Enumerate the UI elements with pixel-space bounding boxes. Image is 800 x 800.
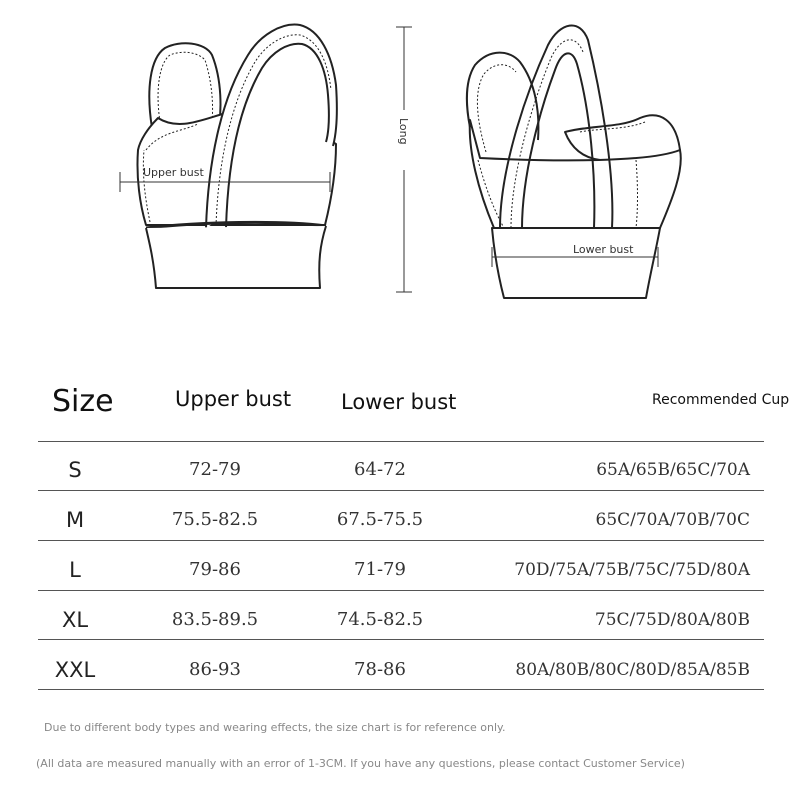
cell-upper-bust: 75.5-82.5: [171, 509, 259, 530]
cell-recommended-cup: 65A/65B/65C/70A: [596, 460, 750, 480]
table-row: [0, 645, 800, 695]
long-label: Long: [397, 118, 410, 145]
table-divider: [38, 441, 764, 442]
header-lower-bust: Lower bust: [341, 390, 457, 414]
cell-recommended-cup: 75C/75D/80A/80B: [594, 610, 750, 630]
cell-recommended-cup: 80A/80B/80C/80D/85A/85B: [515, 660, 750, 680]
cell-lower-bust: 78-86: [354, 659, 406, 680]
table-row: [0, 445, 800, 495]
disclaimer-note: Due to different body types and wearing effects, the size chart is for reference only.: [44, 721, 506, 734]
cell-upper-bust: 83.5-89.5: [171, 609, 259, 630]
header-size: Size: [52, 384, 114, 419]
table-row: [0, 545, 800, 595]
cell-size: XL: [61, 608, 89, 632]
cell-recommended-cup: 65C/70A/70B/70C: [595, 510, 750, 530]
cell-size: M: [65, 508, 85, 532]
table-row: [0, 495, 800, 545]
cell-upper-bust: 72-79: [189, 459, 241, 480]
cell-recommended-cup: 70D/75A/75B/75C/75D/80A: [514, 560, 750, 580]
upper-bust-label: Upper bust: [143, 166, 204, 179]
table-divider: [38, 689, 764, 690]
table-divider: [38, 490, 764, 491]
cell-lower-bust: 67.5-75.5: [336, 509, 424, 530]
cell-upper-bust: 79-86: [189, 559, 241, 580]
table-row: [0, 595, 800, 645]
cell-lower-bust: 64-72: [354, 459, 406, 480]
cell-upper-bust: 86-93: [189, 659, 241, 680]
cell-lower-bust: 74.5-82.5: [336, 609, 424, 630]
measurement-note: (All data are measured manually with an error of 1-3CM. If you have any questions, please contact Customer Service): [36, 757, 685, 770]
garment-illustration: [0, 0, 800, 320]
cell-size: L: [69, 558, 81, 582]
front-view-garment: [137, 25, 336, 288]
table-divider: [38, 540, 764, 541]
lower-bust-label: Lower bust: [573, 243, 634, 256]
cell-size: XXL: [54, 658, 96, 682]
cell-size: S: [68, 458, 82, 482]
table-divider: [38, 639, 764, 640]
cell-lower-bust: 71-79: [354, 559, 406, 580]
header-recommended-cup: Recommended Cup: [652, 392, 790, 408]
header-upper-bust: Upper bust: [175, 387, 292, 411]
table-divider: [38, 590, 764, 591]
long-measure: [396, 27, 412, 292]
